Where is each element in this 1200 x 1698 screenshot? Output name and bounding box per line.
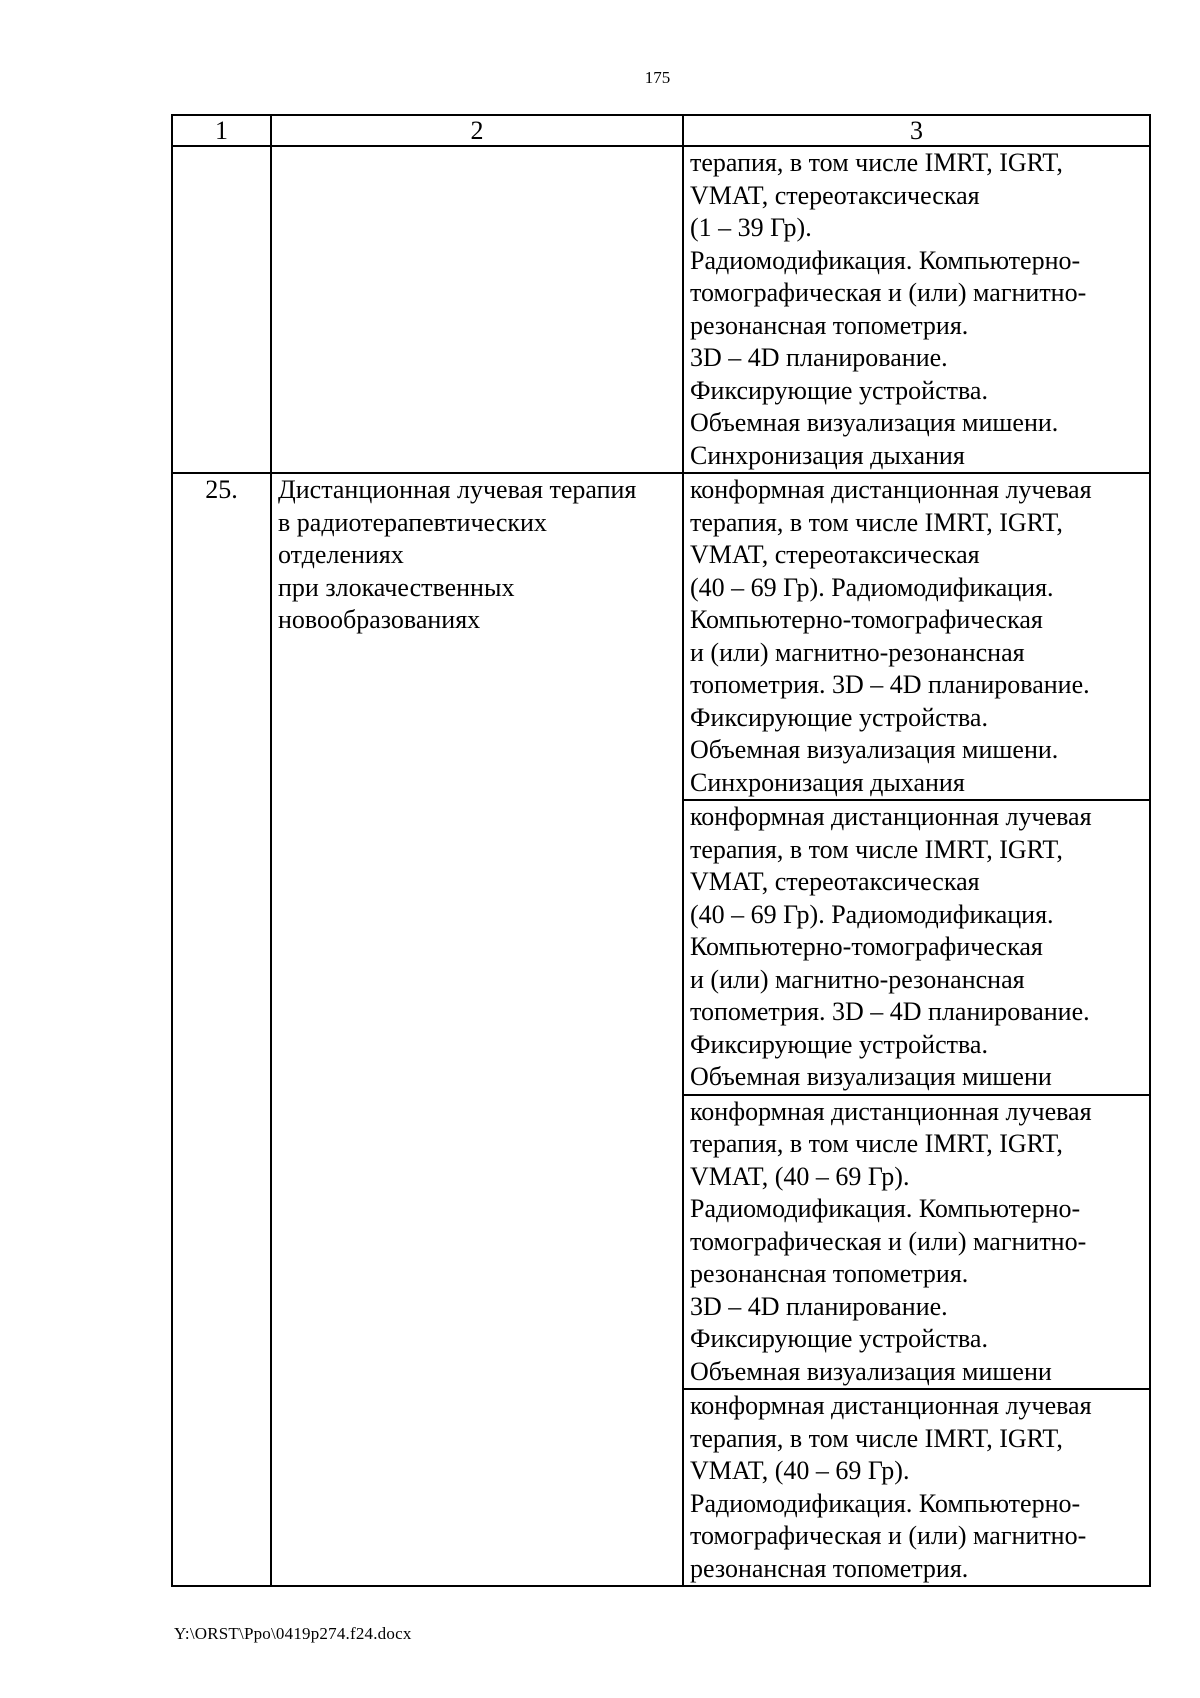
empty-cell [172, 146, 271, 473]
medical-care-table [171, 114, 1151, 1587]
header-col-2: 2 [271, 115, 683, 146]
method-cell: конформная дистанционная лучевая терапия, в том числе IMRT, IGRT, VMAT, стереотаксическая (40 – 69 Гр). Радиомодификация. Компьютерно-томографическая и (или) магнитно-резонансная топометрия. 3D – 4D планирование. Фиксирующие устройства. Объемная визуализация мишени. Синхронизация дыхания [683, 473, 1150, 800]
continuation-methods-cell: терапия, в том числе IMRT, IGRT, VMAT, стереотаксическая (1 – 39 Гр). Радиомодификация. Компьютерно- томографическая и (или) магнитно- резонансная топометрия. 3D – 4D планирование. Фиксирующие устройства. Объемная визуализация мишени. Синхронизация дыхания [683, 146, 1150, 473]
table-header-row [172, 115, 1150, 146]
header-col-1: 1 [172, 115, 271, 146]
method-cell: конформная дистанционная лучевая терапия, в том числе IMRT, IGRT, VMAT, стереотаксическая (40 – 69 Гр). Радиомодификация. Компьютерно-томографическая и (или) магнитно-резонансная топометрия. 3D – 4D планирование. Фиксирующие устройства. Объемная визуализация мишени [683, 800, 1150, 1095]
table-row [172, 473, 1150, 800]
header-col-3: 3 [683, 115, 1150, 146]
row-description: Дистанционная лучевая терапия в радиотерапевтических отделениях при злокачественных новообразованиях [271, 473, 683, 1586]
empty-cell [271, 146, 683, 473]
page-number: 175 [644, 68, 671, 87]
method-cell: конформная дистанционная лучевая терапия, в том числе IMRT, IGRT, VMAT, (40 – 69 Гр). Радиомодификация. Компьютерно- томографическая и (или) магнитно- резонансная топометрия. [683, 1389, 1150, 1586]
row-number: 25. [172, 473, 271, 1586]
method-cell: конформная дистанционная лучевая терапия, в том числе IMRT, IGRT, VMAT, (40 – 69 Гр). Радиомодификация. Компьютерно- томографическая и (или) магнитно- резонансная топометрия. 3D – 4D планирование. Фиксирующие устройства. Объемная визуализация мишени [683, 1095, 1150, 1390]
file-path-footer: Y:\ORST\Ppo\0419p274.f24.docx [174, 1624, 412, 1643]
continuation-row [172, 146, 1150, 473]
